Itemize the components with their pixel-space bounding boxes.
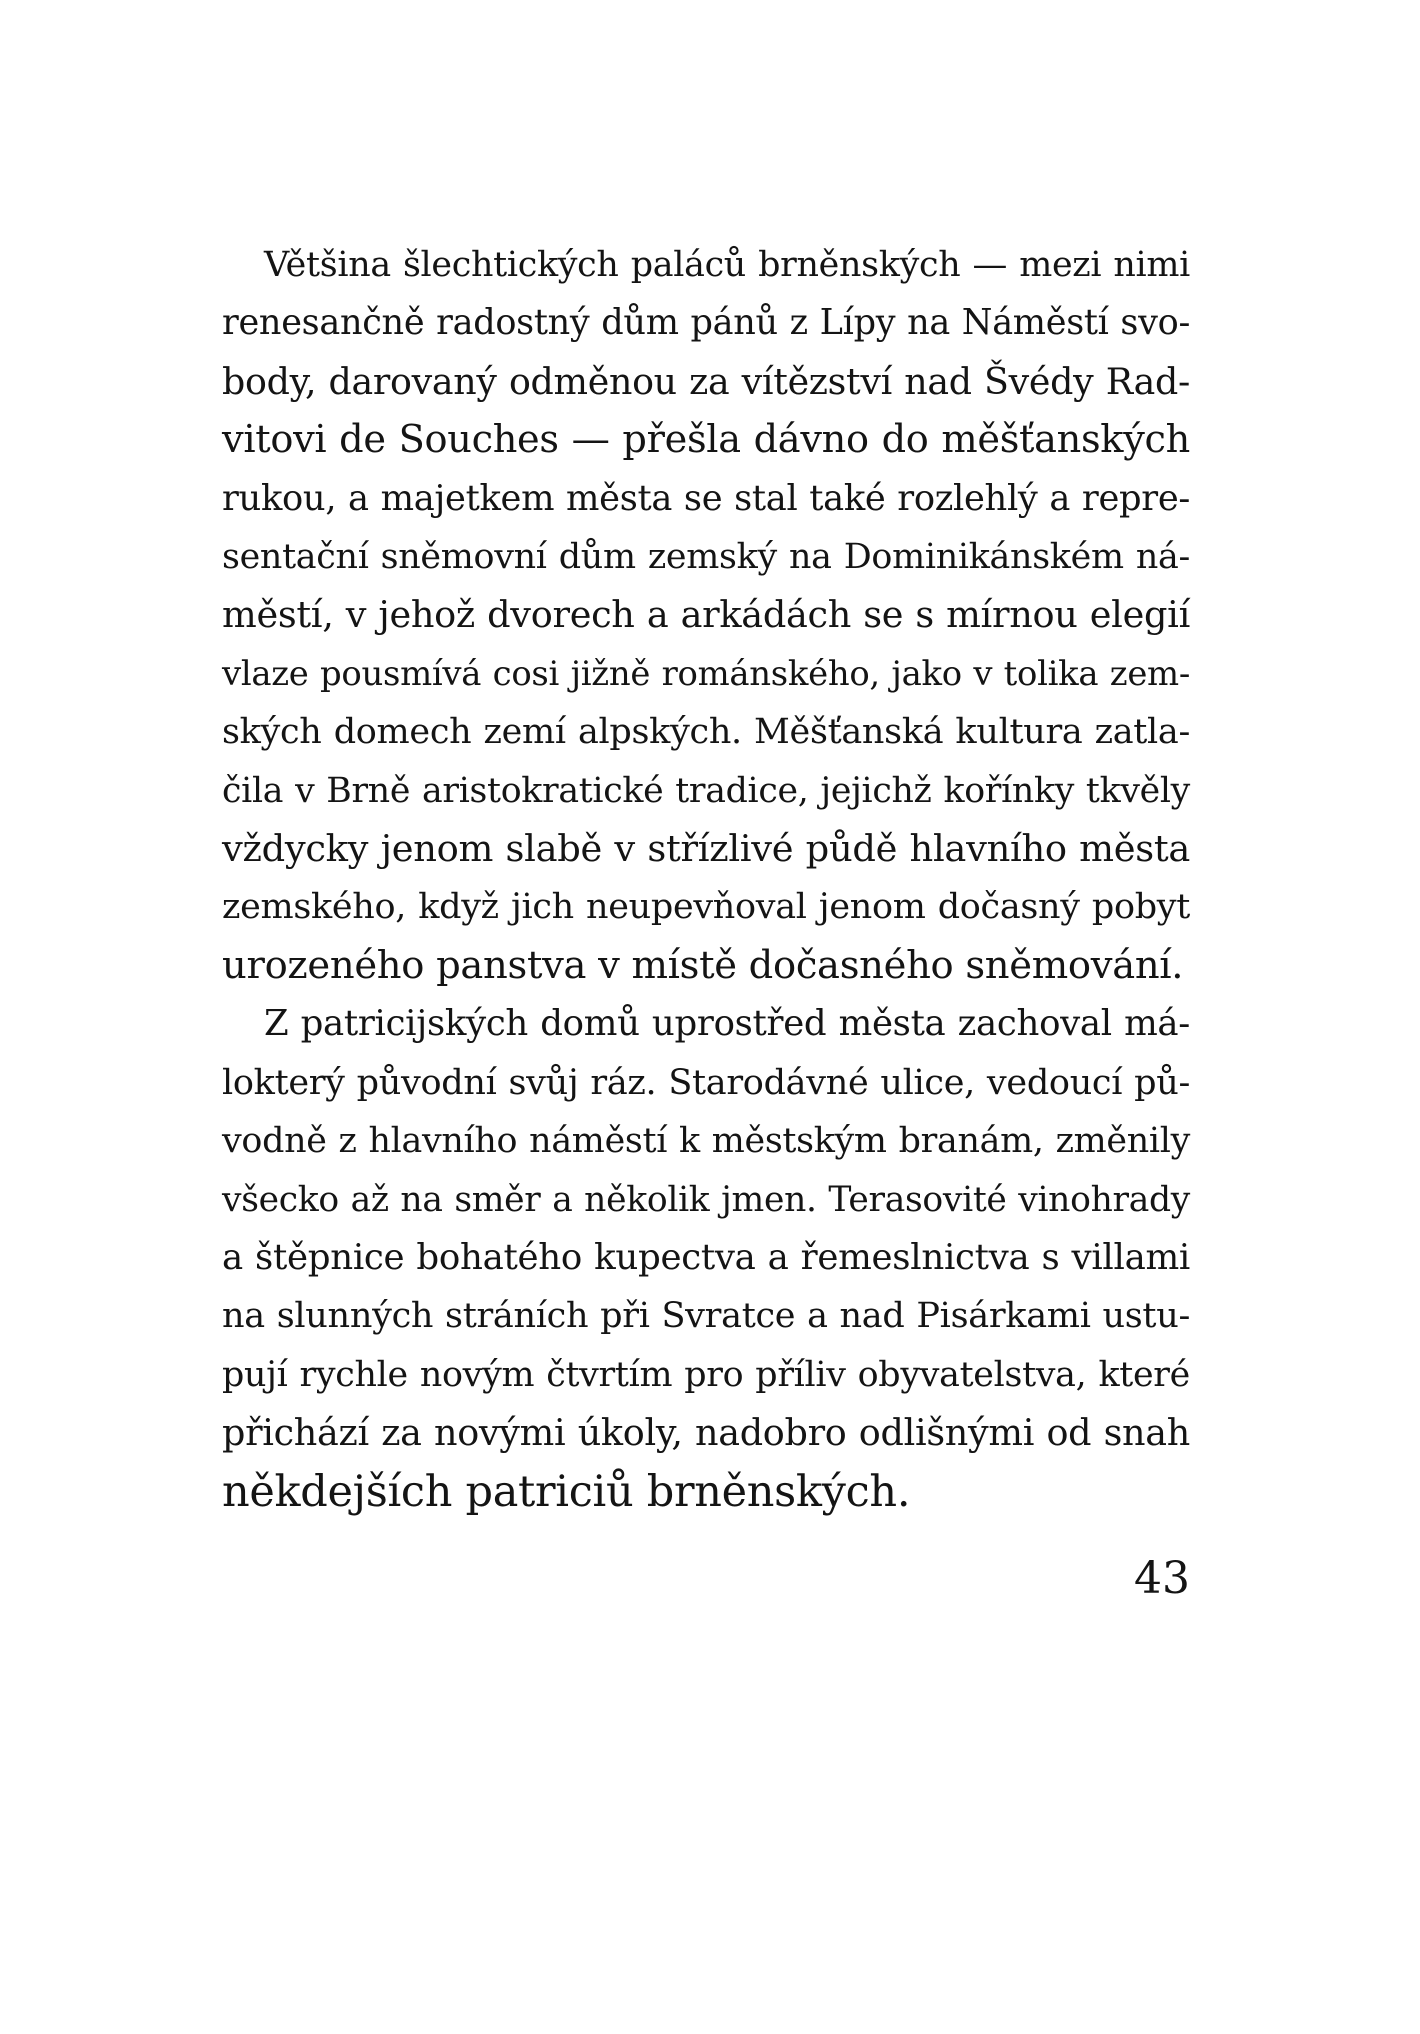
body-text [222, 236, 1190, 1521]
text-line: Z patricijských domů uprostřed města zachoval má- [264, 1003, 1190, 1045]
text-line: vodně z hlavního náměstí k městským branám, změnily [222, 1121, 1190, 1162]
text-line: ských domech zemí alpských. Měšťanská kultura zatla- [222, 712, 1190, 753]
text-line: urozeného panstva v místě dočasného sněmování. [222, 942, 1184, 988]
text-line: a štěpnice bohatého kupectva a řemeslnictva s villami [222, 1236, 1190, 1278]
text-line: renesančně radostný dům pánů z Lípy na Náměstí svo- [222, 302, 1190, 344]
text-line: Většina šlechtických paláců brněnských — mezi nimi [264, 245, 1190, 285]
text-line: vlaze pousmívá cosi jižně románského, jako v tolika zem- [222, 653, 1190, 693]
text-line: někdejších patriciů brněnských. [222, 1466, 911, 1517]
text-line: body, darovaný odměnou za vítězství nad Švédy Rad- [222, 359, 1190, 403]
text-line: sentační sněmovní dům zemský na Dominikánském ná- [222, 537, 1190, 578]
text-line: pují rychle novým čtvrtím pro příliv obyvatelstva, které [222, 1354, 1190, 1395]
paragraph-1 [222, 236, 1190, 995]
page-number: 43 [1134, 1553, 1190, 1604]
text-line: lokterý původní svůj ráz. Starodávné ulice, vedoucí pů- [222, 1062, 1190, 1103]
text-line: rukou, a majetkem města se stal také rozlehlý a repre- [222, 477, 1190, 519]
text-line: na slunných stráních při Svratce a nad Pisárkami ustu- [222, 1295, 1190, 1337]
text-line: čila v Brně aristokratické tradice, jejichž kořínky tkvěly [222, 770, 1190, 811]
text-line: zemského, když jich neupevňoval jenom dočasný pobyt [222, 887, 1190, 928]
paragraph-2 [222, 995, 1190, 1521]
text-line: vitovi de Souches — přešla dávno do měšťanských [222, 417, 1190, 463]
text-line: všecko až na směr a několik jmen. Terasovité vinohrady [222, 1179, 1190, 1220]
text-line: městí, v jehož dvorech a arkádách se s mírnou elegií [222, 593, 1190, 637]
text-line: vždycky jenom slabě v střízlivé půdě hlavního města [222, 827, 1190, 871]
text-line: přichází za novými úkoly, nadobro odlišnými od snah [222, 1411, 1190, 1455]
